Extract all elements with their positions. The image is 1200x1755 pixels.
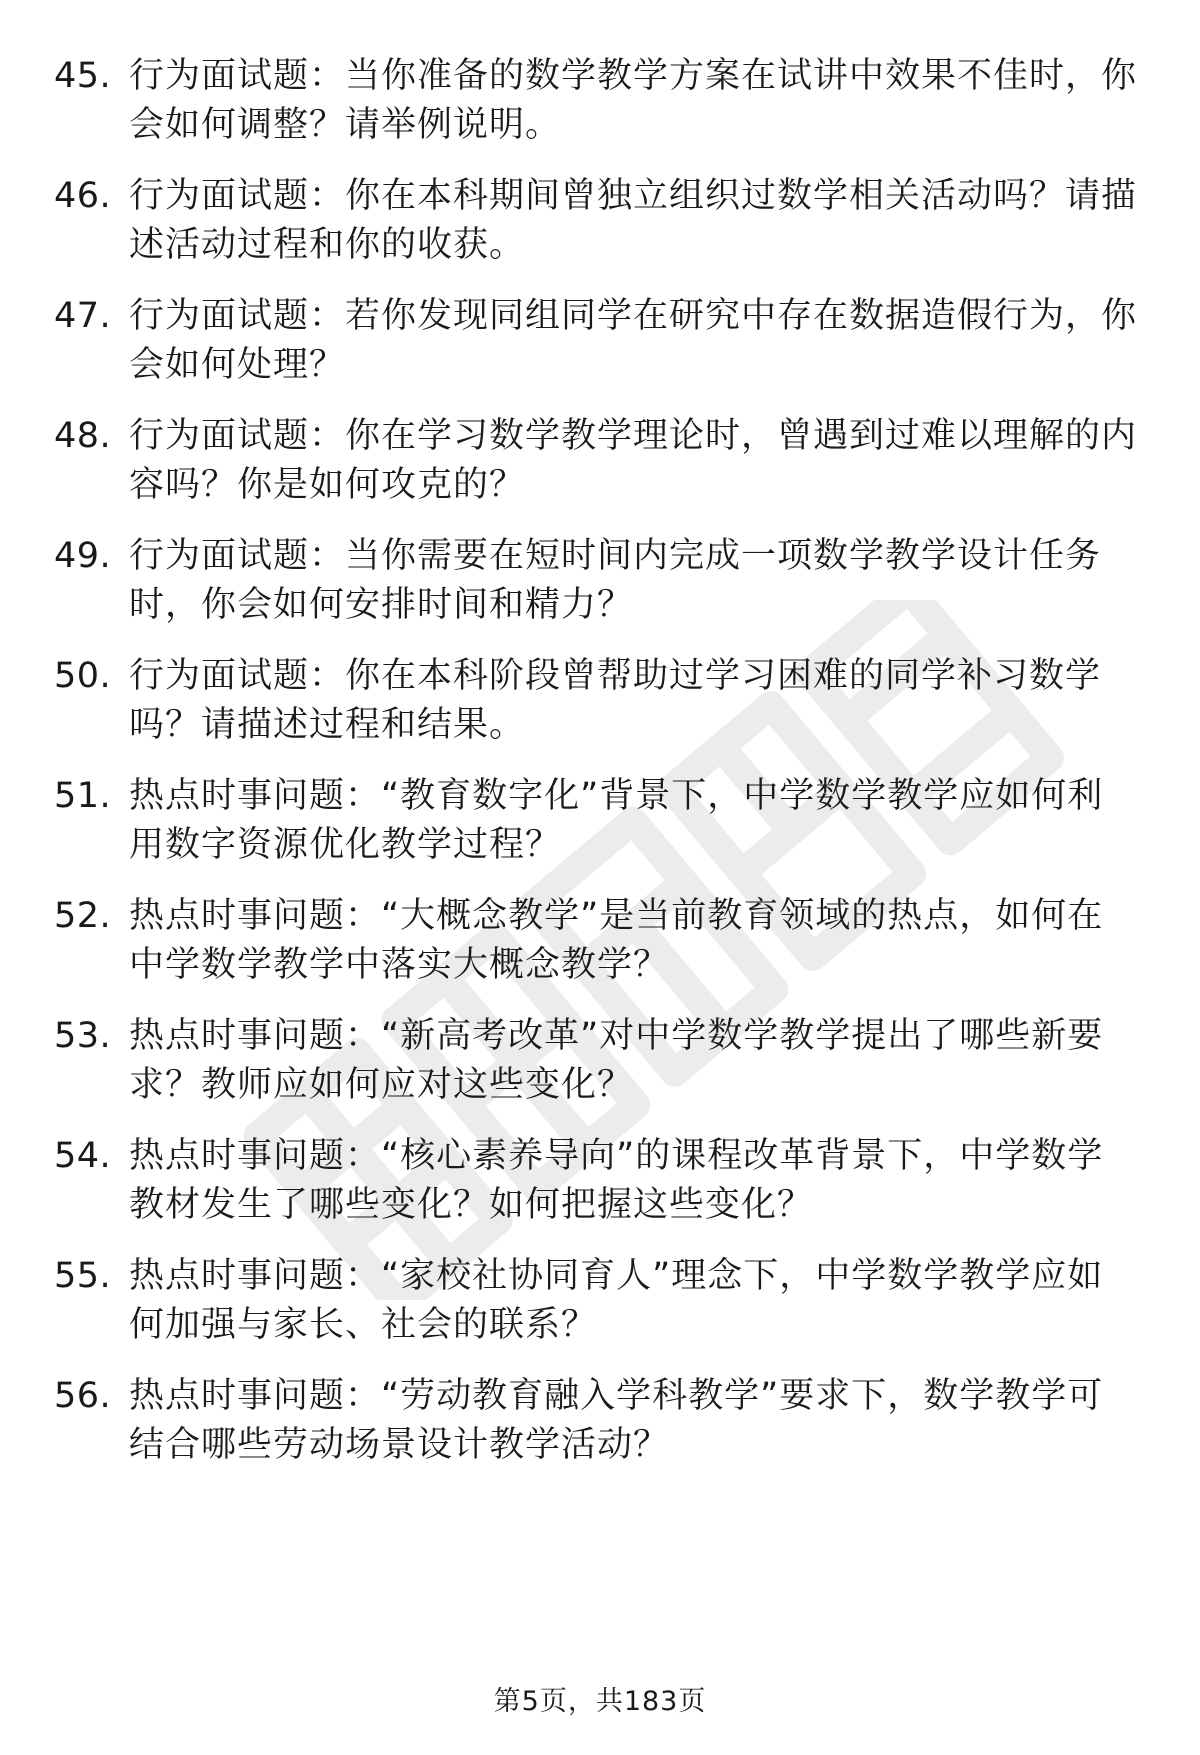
question-item-49 bbox=[54, 532, 1154, 632]
question-text bbox=[129, 1012, 1129, 1110]
question-item-52 bbox=[54, 892, 1154, 992]
question-line: 教材发生了哪些变化？如何把握这些变化？ bbox=[129, 1185, 814, 1225]
question-line: 热点时事问题：“核心素养导向”的课程改革背景下，中学数学 bbox=[129, 1136, 1104, 1176]
question-item-45 bbox=[54, 52, 1154, 152]
question-line: 用数字资源优化教学过程？ bbox=[129, 825, 562, 865]
question-number: 54. bbox=[54, 1136, 112, 1176]
question-line: 热点时事问题：“大概念教学”是当前教育领域的热点，如何在 bbox=[129, 896, 1104, 936]
question-item-46 bbox=[54, 172, 1154, 272]
question-number: 52. bbox=[54, 896, 112, 936]
question-line: 吗？请描述过程和结果。 bbox=[129, 705, 526, 745]
question-text bbox=[129, 652, 1129, 750]
question-text bbox=[129, 532, 1129, 630]
question-item-54 bbox=[54, 1132, 1154, 1232]
question-line: 会如何处理？ bbox=[129, 345, 346, 385]
question-text bbox=[129, 412, 1138, 510]
question-number: 46. bbox=[54, 176, 112, 216]
question-line: 容吗？你是如何攻克的？ bbox=[129, 465, 526, 505]
question-line: 热点时事问题：“家校社协同育人”理念下，中学数学教学应如 bbox=[129, 1256, 1104, 1296]
question-line: 行为面试题：当你需要在短时间内完成一项数学教学设计任务 bbox=[129, 536, 1102, 576]
question-number: 56. bbox=[54, 1376, 112, 1416]
question-number: 50. bbox=[54, 656, 112, 696]
question-number: 49. bbox=[54, 536, 112, 576]
question-line: 行为面试题：你在学习数学教学理论时，曾遇到过难以理解的内 bbox=[129, 416, 1138, 456]
question-item-47 bbox=[54, 292, 1154, 392]
question-line: 行为面试题：你在本科期间曾独立组织过数学相关活动吗？请描 bbox=[129, 176, 1138, 216]
question-number: 55. bbox=[54, 1256, 112, 1296]
question-text bbox=[129, 1132, 1129, 1230]
question-line: 时，你会如何安排时间和精力？ bbox=[129, 585, 634, 625]
question-line: 述活动过程和你的收获。 bbox=[129, 225, 526, 265]
question-text bbox=[129, 172, 1138, 270]
page-number-label: 第5页，共183页 bbox=[493, 1686, 707, 1717]
question-line: 热点时事问题：“教育数字化”背景下，中学数学教学应如何利 bbox=[129, 776, 1104, 816]
question-item-50 bbox=[54, 652, 1154, 752]
question-line: 求？教师应如何应对这些变化？ bbox=[129, 1065, 634, 1105]
question-line: 行为面试题：若你发现同组同学在研究中存在数据造假行为，你 bbox=[129, 296, 1138, 336]
question-number: 47. bbox=[54, 296, 112, 336]
question-number: 48. bbox=[54, 416, 112, 456]
question-number: 45. bbox=[54, 56, 112, 96]
question-line: 结合哪些劳动场景设计教学活动？ bbox=[129, 1425, 670, 1465]
question-item-55 bbox=[54, 1252, 1154, 1352]
question-text bbox=[129, 772, 1129, 870]
question-line: 行为面试题：你在本科阶段曾帮助过学习困难的同学补习数学 bbox=[129, 656, 1102, 696]
question-line: 中学数学教学中落实大概念教学？ bbox=[129, 945, 670, 985]
question-text bbox=[129, 52, 1138, 150]
question-item-51 bbox=[54, 772, 1154, 872]
question-line: 会如何调整？请举例说明。 bbox=[129, 105, 562, 145]
question-line: 何加强与家长、社会的联系？ bbox=[129, 1305, 598, 1345]
question-line: 热点时事问题：“劳动教育融入学科教学”要求下，数学教学可 bbox=[129, 1376, 1104, 1416]
question-item-53 bbox=[54, 1012, 1154, 1112]
question-line: 热点时事问题：“新高考改革”对中学数学教学提出了哪些新要 bbox=[129, 1016, 1104, 1056]
question-item-48 bbox=[54, 412, 1154, 512]
question-text bbox=[129, 292, 1138, 390]
question-text bbox=[129, 1372, 1129, 1470]
question-number: 51. bbox=[54, 776, 112, 816]
question-text bbox=[129, 892, 1129, 990]
page-footer bbox=[0, 1682, 1200, 1722]
question-item-56 bbox=[54, 1372, 1154, 1472]
question-line: 行为面试题：当你准备的数学教学方案在试讲中效果不佳时，你 bbox=[129, 56, 1138, 96]
question-number: 53. bbox=[54, 1016, 112, 1056]
question-text bbox=[129, 1252, 1129, 1350]
